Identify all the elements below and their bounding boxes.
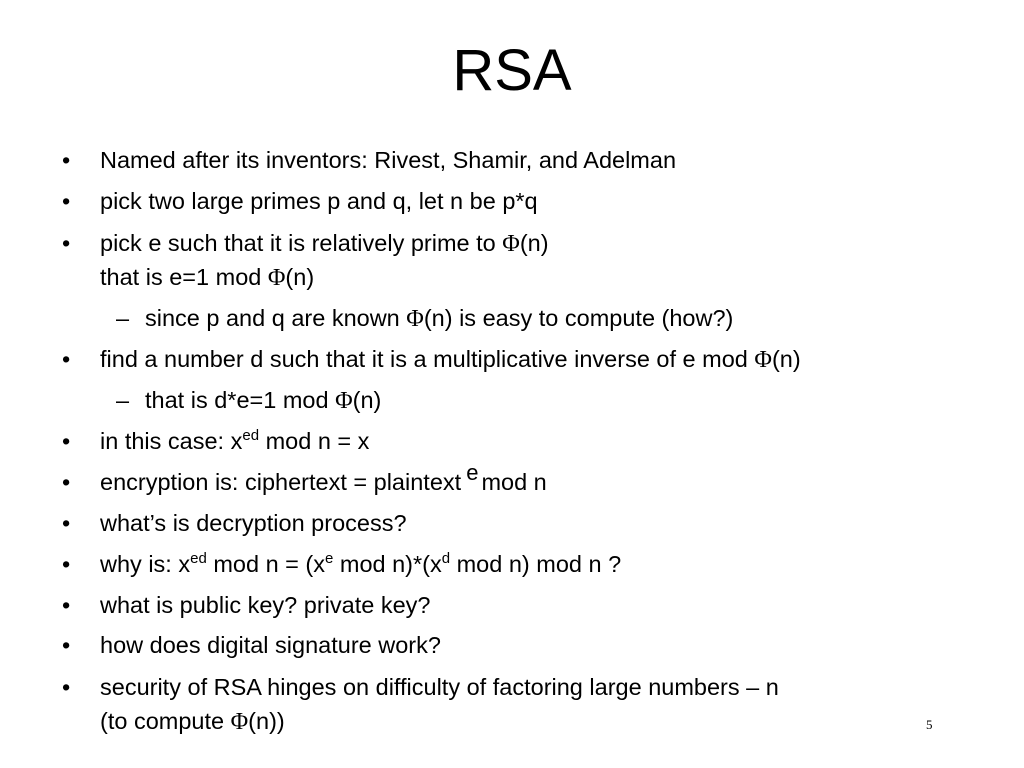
bullet-this-case (100, 426, 369, 460)
phi-symbol: Φ (267, 265, 286, 291)
bullet-marker: • (62, 346, 71, 372)
superscript: ed (190, 550, 207, 567)
text: mod n = x (259, 428, 370, 454)
superscript: e (325, 550, 334, 567)
text: (to compute (100, 708, 231, 734)
text: pick e such that it is relatively prime to (100, 230, 503, 256)
text: (n) (771, 346, 801, 372)
text: why is: x (100, 551, 191, 577)
bullet-why-is (100, 549, 621, 583)
text: mod n (481, 469, 547, 495)
superscript: e (466, 460, 479, 485)
superscript: ed (242, 427, 260, 444)
bullet-encryption (100, 460, 547, 498)
dash-marker: – (116, 387, 130, 413)
bullet-marker: • (62, 147, 71, 173)
text: mod n)*(x (333, 551, 442, 577)
bullet-marker: • (62, 188, 71, 214)
bullet-primes: pick two large primes p and q, let n be p*q (100, 188, 538, 214)
bullet-marker: • (62, 674, 71, 700)
bullet-named: Named after its inventors: Rivest, Shamir, and Adelman (100, 147, 677, 173)
text: in this case: x (100, 428, 243, 454)
bullet-marker: • (62, 469, 71, 495)
text: (n) is easy to compute (how?) (423, 305, 734, 331)
superscript: d (441, 550, 451, 567)
text: find a number d such that it is a multiplicative inverse of e mod (100, 346, 755, 372)
bullet-pick-e-line2 (100, 262, 314, 293)
phi-symbol: Φ (754, 347, 772, 373)
text: (n) (519, 230, 549, 256)
bullet-marker: • (62, 592, 71, 618)
bullet-marker: • (62, 551, 71, 577)
bullet-marker: • (62, 510, 71, 536)
bullet-marker: • (62, 230, 71, 256)
bullet-security-line2 (100, 706, 285, 737)
phi-symbol: Φ (502, 231, 520, 257)
text: that is d*e=1 mod (145, 387, 336, 413)
phi-symbol: Φ (335, 388, 353, 414)
bullet-signature: how does digital signature work? (100, 632, 441, 658)
text: encryption is: ciphertext = plaintext (100, 469, 462, 495)
text: mod n = (x (206, 551, 325, 577)
text: (n) (352, 387, 382, 413)
subbullet-known (145, 303, 733, 334)
subbullet-that-is (145, 385, 381, 416)
phi-symbol: Φ (406, 306, 424, 332)
bullet-keys: what is public key? private key? (100, 592, 431, 618)
text: since p and q are known (145, 305, 407, 331)
phi-symbol: Φ (230, 709, 249, 735)
text: mod n) mod n ? (450, 551, 622, 577)
bullet-marker: • (62, 632, 71, 658)
bullet-security-line1: security of RSA hinges on difficulty of factoring large numbers – n (100, 674, 779, 700)
text: that is e=1 mod (100, 264, 268, 290)
text: (n) (285, 264, 315, 290)
text: (n)) (248, 708, 285, 734)
bullet-marker: • (62, 428, 71, 454)
dash-marker: – (116, 305, 130, 331)
page-number: 5 (926, 717, 933, 732)
slide-title: RSA (452, 38, 572, 103)
bullet-pick-e-line1 (100, 228, 549, 259)
bullet-find-d (100, 344, 801, 375)
bullet-decryption: what’s is decryption process? (100, 510, 407, 536)
